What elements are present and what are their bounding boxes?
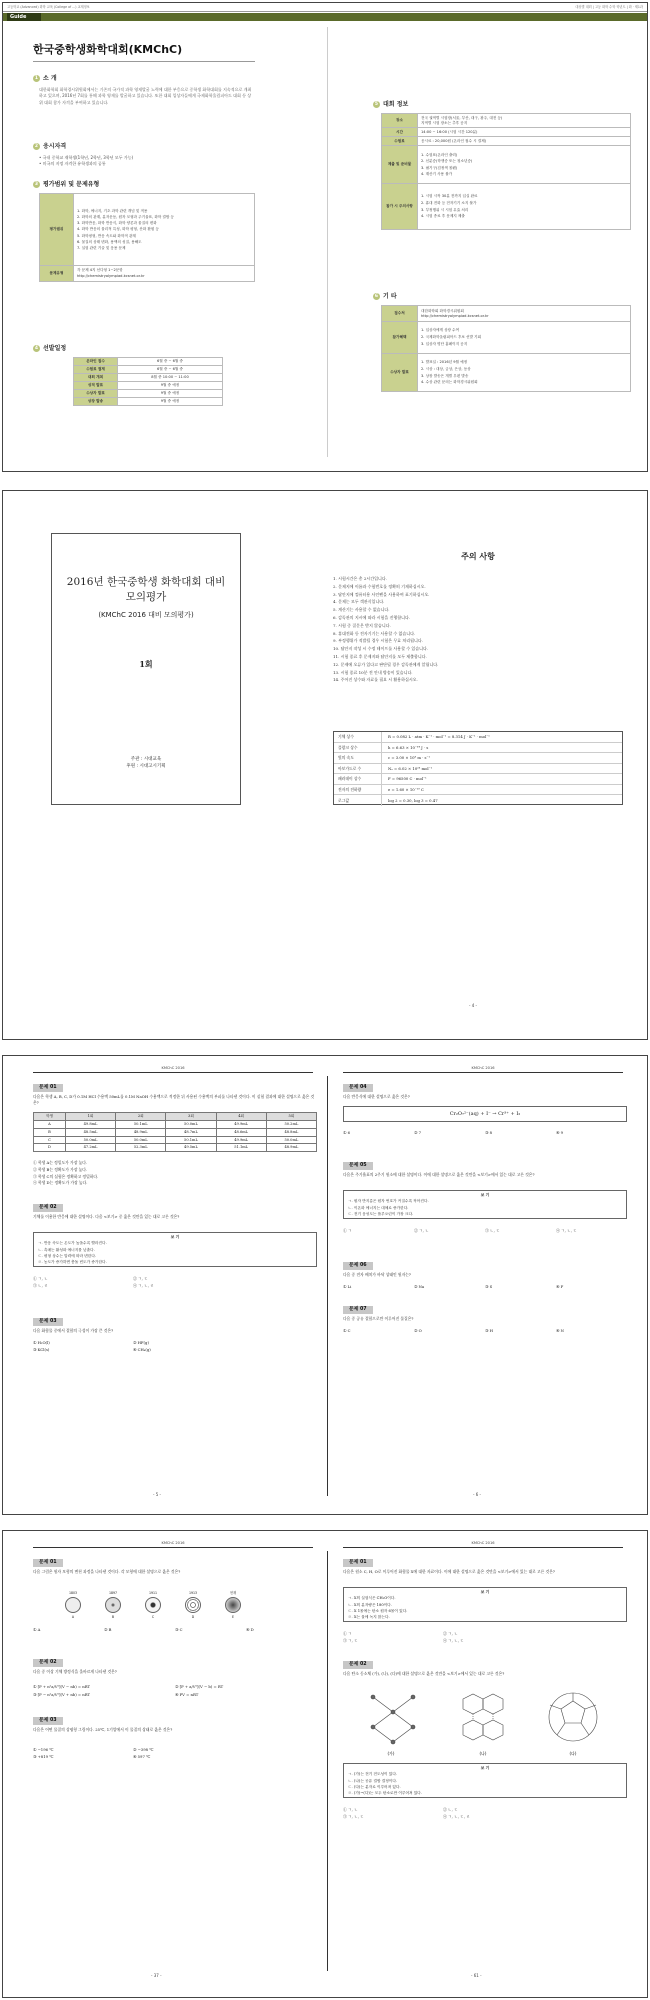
exam-number: 1회 xyxy=(139,659,153,669)
schedule-table xyxy=(73,357,223,406)
list-item: 9. 부정행위가 적발될 경우 시험은 무효 처리됩니다. xyxy=(333,638,423,644)
table-row: 제출 및 준비물 1. 수험표(온라인 출력) 2. 신분증(학생증 또는 청소년증) 3. 필기구(검정색 볼펜) 4. 계산기 사용 불가 xyxy=(382,146,631,184)
column-divider xyxy=(327,1551,328,1971)
problem-text: 다음 탄소 동소체 (가), (나), (다)에 대한 설명으로 옳은 것만을 <보기>에서 있는 대로 고른 것은? xyxy=(343,1671,505,1676)
table-row xyxy=(40,266,255,282)
answer-choice[interactable]: ③ C xyxy=(175,1627,183,1632)
answer-choices xyxy=(33,1160,317,1187)
data-table xyxy=(33,1112,317,1152)
answer-choice[interactable]: ④ F xyxy=(556,1284,564,1289)
answer-choices xyxy=(33,1276,233,1290)
problem-text: 기체를 이용한 반응에 대한 설명이다. 다음 <보기> 중 옳은 것만을 있는 대로 고른 것은? xyxy=(33,1214,180,1219)
bogi-box: 보 기 ㄱ. X의 실험식은 CH₂O이다. ㄴ. X의 분자량은 180이다. ㄷ. X 1몰에는 탄소 원자 6몰이 있다. ㄹ. X는 물에 녹지 않는다. xyxy=(343,1587,627,1622)
answer-choices xyxy=(33,1683,317,1700)
section-etc-heading xyxy=(373,293,397,301)
title-rule xyxy=(33,61,255,62)
problem-text: 다음은 주기율표의 2주기 원소에 대한 설명이다. 이에 대한 설명으로 옳은 것만을 <보기>에서 있는 대로 고른 것은? xyxy=(343,1172,535,1177)
table-row: 참가 시 주의사항 1. 시험 시작 30분 전까지 입실 완료 2. 휴대 전화 등 전자기기 소지 불가 3. 부정행위 시 시험 무효 처리 4. 시험 종료 후 문제지 제출 xyxy=(382,184,631,230)
eligibility-list xyxy=(39,155,253,168)
model-bohr-icon xyxy=(185,1597,201,1613)
answer-choice[interactable]: ① Li xyxy=(343,1284,352,1289)
method-label: 평가범위 xyxy=(40,194,74,266)
section-title: 응시자격 xyxy=(43,143,67,150)
mol-label: (가) xyxy=(387,1751,395,1756)
bogi-title: 보 기 xyxy=(480,1590,490,1594)
list-item: 1. 시험시간은 총 2시간입니다. xyxy=(333,576,387,581)
table-row xyxy=(40,194,255,266)
guide-tab: Guide xyxy=(7,13,41,21)
method-content: 각 문제 4지 선다형 1~2문항 http://chemistryolympiad.kcsnet.or.kr xyxy=(74,266,255,282)
section-title: 대회 정보 xyxy=(383,101,409,108)
model-cloud-icon xyxy=(225,1597,241,1613)
page-header xyxy=(3,3,647,12)
answer-choice[interactable]: ④ ㄱ, ㄴ, ㄹ xyxy=(133,1282,154,1288)
answer-choice[interactable]: ① 6 xyxy=(343,1130,351,1135)
answer-choice[interactable]: ① ㄱ, ㄴ xyxy=(343,1807,358,1812)
carbon-allotropes-figure xyxy=(353,1687,623,1757)
answer-choice[interactable]: ③ ㄴ, ㄹ xyxy=(33,1282,48,1288)
bogi-title: 보 기 xyxy=(480,1766,490,1770)
problem-text: 다음 중 공유 결합으로만 이루어진 물질은? xyxy=(343,1316,414,1321)
page-number: - 61 - xyxy=(471,1973,482,1978)
table-row: C 50.0mL 50.0mL 50.1mL 49.9mL 50.0mL xyxy=(34,1136,317,1144)
problem-text: 다음 화합물 중에서 결합의 극성이 가장 큰 것은? xyxy=(33,1328,114,1333)
answer-choice[interactable]: ③ +819 ℃ xyxy=(33,1753,54,1759)
answer-choice[interactable]: ④ 597 ℃ xyxy=(133,1753,151,1759)
column-header-right: KMChC 2016 xyxy=(343,1541,623,1548)
section-number: 3 xyxy=(34,182,39,187)
problem-label: 문제 02 xyxy=(33,1659,63,1667)
notice-title: 주의 사항 xyxy=(461,551,495,561)
problem-label: 문제 01 xyxy=(343,1559,373,1567)
header-bar xyxy=(3,13,647,21)
section-method-heading xyxy=(33,181,99,189)
list-item: 5. 계산기는 사용할 수 없습니다. xyxy=(333,607,390,613)
answer-choice[interactable]: ③ ㄱ, ㄴ, ㄷ xyxy=(343,1813,364,1819)
answer-choice[interactable]: ③ ㄱ, ㄷ xyxy=(343,1637,358,1643)
table-row: 온라인 접수 6월 중 ~ 6월 중 xyxy=(74,358,223,366)
answer-choice[interactable]: ② ㄴ, ㄷ xyxy=(443,1807,458,1812)
table-row: 기체 상수 R = 0.082 L · atm · K⁻¹ · mol⁻¹ = 8.314 J · K⁻¹ · mol⁻¹ xyxy=(334,732,622,743)
answer-choice[interactable]: ④ 9 xyxy=(556,1130,564,1135)
mol-label: (다) xyxy=(569,1751,577,1756)
answer-choice[interactable]: ① −196 ℃ xyxy=(33,1747,54,1752)
problem-label: 문제 04 xyxy=(343,1084,373,1092)
problem-label: 문제 03 xyxy=(33,1717,63,1725)
section-eligibility-heading xyxy=(33,143,66,151)
section-number: 5 xyxy=(374,102,379,107)
answer-choice[interactable]: ④ N xyxy=(556,1328,564,1333)
diamond-structure-icon xyxy=(371,1695,415,1744)
section-number: 4 xyxy=(34,346,39,351)
fullerene-structure-icon xyxy=(549,1693,597,1741)
column-divider xyxy=(327,1076,328,1496)
answer-choice[interactable]: ③ S xyxy=(485,1284,493,1289)
contest-table xyxy=(381,113,631,230)
answer-choice[interactable]: ② 학생 B는 정확도가 가장 높다. xyxy=(33,1166,88,1172)
answer-choice[interactable]: ③ 8 xyxy=(485,1130,493,1135)
answer-choice[interactable]: ① H₂O(l) xyxy=(33,1340,50,1345)
problem-text: 다음 그림은 원자 모형의 변천 과정을 나타낸 것이다. 각 모형에 대한 설명으로 옳은 것은? xyxy=(33,1569,181,1574)
column-header-left: KMChC 2016 xyxy=(33,1541,313,1548)
table-row: 접수처 대한화학회 화학경시위원회 http://chemistryolympiad.kcsnet.or.kr xyxy=(382,306,631,322)
table-row: 로그값 log 2 = 0.30, log 3 = 0.47 xyxy=(334,795,622,806)
cover-subtitle: (KMChC 2016 대비 모의평가) xyxy=(98,611,194,619)
page-number: - 37 - xyxy=(151,1973,162,1978)
problem-label: 문제 02 xyxy=(33,1204,63,1212)
table-row: B 48.5mL 48.9mL 48.7mL 48.6mL 48.8mL xyxy=(34,1128,317,1136)
answer-choice[interactable]: ③ 학생 C의 실험은 정확하고 정밀하다. xyxy=(33,1173,99,1179)
answer-choice[interactable]: ④ ㄱ, ㄴ, ㄷ xyxy=(556,1228,577,1233)
answer-choice[interactable]: ① A xyxy=(33,1627,41,1632)
page-number: - 5 - xyxy=(153,1492,161,1497)
table-row: 수험료 응시료 : 20,000원 (온라인 접수 시 결제) xyxy=(382,137,631,146)
problem-label: 문제 05 xyxy=(343,1162,373,1170)
answer-choice[interactable]: ② ㄱ, ㄴ xyxy=(443,1631,458,1636)
answer-choices xyxy=(33,1340,233,1354)
section-schedule-heading xyxy=(33,345,66,353)
section-number: 6 xyxy=(374,294,379,299)
answer-choice[interactable]: ④ 학생 D는 정확도가 가장 높다. xyxy=(33,1180,88,1186)
answer-choice[interactable]: ① C xyxy=(343,1328,351,1333)
table-row: 플랑크 상수 h = 6.63 × 10⁻³⁴ J · s xyxy=(334,743,622,754)
notice-list xyxy=(333,575,623,684)
answer-choice[interactable]: ② HF(g) xyxy=(133,1340,149,1345)
table-row: 대회 개최 8월 중 10:00 ~ 11:00 xyxy=(74,374,223,382)
list-item: 6. 감독관의 지시에 따라 시험을 진행합니다. xyxy=(333,614,411,620)
problem-label: 문제 01 xyxy=(33,1084,63,1092)
answer-choice[interactable]: ② Na xyxy=(414,1284,425,1289)
overview-text: 대한화학회 화학경시위원회에서는 기존의 국가적 과학 영재발굴 노력에 대한 부응으로 중학생 화학대회를 지속적으로 개최하고 있으며, 2016년 7회를 통해 과학 영재를 발굴하고 있습니다. 또한 대회 입상자들에게 국제화학올림피아드 대회 등 상위 대회 참가 자격을 부여하고 있습니다. xyxy=(39,87,252,105)
answer-choice[interactable]: ② ㄱ, ㄴ xyxy=(414,1228,429,1233)
table-row: 참가혜택 1. 입상자에게 상장 수여 2. 국제화학올림피아드 후보 선발 기회 3. 입상자 명단 홈페이지 공지 xyxy=(382,322,631,354)
page-number: - 6 - xyxy=(473,1492,481,1497)
page-number: - 4 - xyxy=(469,1003,477,1008)
problem-label: 문제 03 xyxy=(33,1318,63,1326)
problem-label: 문제 07 xyxy=(343,1306,373,1314)
column-divider xyxy=(327,27,328,457)
list-item: 4. 문제는 모두 객관식입니다. xyxy=(333,599,385,605)
cover-footer xyxy=(55,756,237,770)
method-content: 1. 화학, 에너지, 기초 과학 관련 개념 및 적용 2. 화학의 관계, 분자운동, 원자 모형과 주기율표, 화학 결합 등 3. 화학반응, 화학 반응식, 화학 양론과 물질의 변화 4. 화학 반응의 물리적 특성, 화학 평형, 산화 환원 등 5. 화학평형, 반응 속도와 화학적 관계 6. 물질의 상태 변화, 용액의 성질, 용해도 7. 실험 관련 기술 및 응용 문제 xyxy=(74,194,255,266)
answer-choice[interactable]: ③ ㄴ, ㄷ xyxy=(485,1228,500,1233)
sponsor: 후원 : 시대고시기획 xyxy=(126,764,166,770)
model-rutherford-icon xyxy=(145,1597,161,1613)
list-item: 12. 문제에 오류가 있다고 판단될 경우 감독관에게 알립니다. xyxy=(333,661,439,667)
table-row: A 49.8mL 50.1mL 50.0mL 49.9mL 50.2mL xyxy=(34,1120,317,1128)
answer-choice[interactable]: ② ㄱ, ㄷ xyxy=(133,1276,148,1281)
answer-choices xyxy=(33,1747,233,1761)
guide-page xyxy=(2,2,648,472)
bogi-box: 보 기 ㄱ. (가)는 전기 전도성이 있다. ㄴ. (나)는 공유 결합 결정이다. ㄷ. (다)는 분자로 이루어져 있다. ㄹ. (가)~(다)는 모두 탄소로만 이루어져 있다. xyxy=(343,1763,627,1798)
table-row: 패러데이 상수 F = 96500 C · mol⁻¹ xyxy=(334,774,622,785)
problem-text: 다음은 학생 A, B, C, D가 0.1M HCl 수용액 50mL를 0.1M NaOH 수용액으로 적정한 뒤 사용된 수용액의 부피를 나타낸 것이다. 이 실험 결과에 대한 설명으로 옳은 것은? xyxy=(33,1094,315,1105)
bogi-box: 보 기 ㄱ. 반응 속도는 온도가 높을수록 빨라진다. ㄴ. 촉매는 활성화 에너지를 낮춘다. ㄷ. 평형 상수는 압력에 따라 변한다. ㄹ. 농도가 증가하면 충돌 빈도가 증가한다. xyxy=(33,1232,317,1267)
problem-label: 문제 01 xyxy=(33,1559,63,1567)
answer-choice[interactable]: ④ D xyxy=(246,1627,254,1632)
table-row: 수상자 발표 1. 발표일 : 2016년 9월 예정 2. 시상 : 대상, 금상, 은상, 동상 3. 상장 발송은 개별 우편 발송 4. 수상 관련 문의는 화학경시위원회 xyxy=(382,354,631,392)
problem-text: 다음은 어떤 물질의 상평형 그림이다. 25℃, 1기압에서 이 물질의 상태로 옳은 것은? xyxy=(33,1727,173,1732)
model-thomson-icon xyxy=(105,1597,121,1613)
table-row: 아보가드로 수 Nₐ = 6.02 × 10²³ mol⁻¹ xyxy=(334,764,622,775)
answer-choice[interactable]: ② [P + a/V²](V − b) = RT xyxy=(175,1684,224,1689)
list-item: • 국내 중학교 재학생(1학년, 2학년, 3학년 모두 가능) xyxy=(39,155,134,160)
answer-choice[interactable]: ② 7 xyxy=(414,1130,422,1135)
list-item: 8. 휴대전화 등 전자기기는 사용할 수 없습니다. xyxy=(333,630,416,636)
section-number: 2 xyxy=(34,144,39,149)
answer-choice[interactable]: ② B xyxy=(104,1627,112,1632)
list-item: 2. 문제지에 이름과 수험번호를 정확히 기재하십시오. xyxy=(333,583,426,589)
answer-choice[interactable]: ③ [P − n²a/V²](V + nb) = nRT xyxy=(33,1692,91,1698)
answer-choice[interactable]: ② −398 ℃ xyxy=(133,1747,154,1752)
answer-choice[interactable]: ④ ㄱ, ㄴ, ㄷ, ㄹ xyxy=(443,1813,470,1819)
header-left: 고등학교 (Advanced) 화학 교육 (College of ...) 교재정보 xyxy=(7,5,90,9)
table-row: 전자의 전하량 e = 1.60 × 10⁻¹⁹ C xyxy=(334,785,622,796)
answer-choice[interactable]: ① 학생 A는 정밀도가 가장 높다. xyxy=(33,1160,88,1165)
problem-text: 다음은 원소 C, H, O로 이루어진 화합물 X에 대한 자료이다. 이에 대한 설명으로 옳은 것만을 <보기>에서 있는 대로 고른 것은? xyxy=(343,1569,555,1574)
answer-choice[interactable]: ③ KCl(s) xyxy=(33,1346,50,1352)
list-item: 7. 시험 중 질문은 받지 않습니다. xyxy=(333,622,391,628)
answer-choice[interactable]: ① ㄱ xyxy=(343,1631,352,1636)
publisher: 주관 : 시대교육 xyxy=(130,757,162,762)
etc-table xyxy=(381,305,631,392)
mol-label: (나) xyxy=(479,1751,487,1756)
table-row: 학생 1회 2회 3회 4회 5회 xyxy=(34,1113,317,1121)
list-item: 11. 시험 종료 후 문제지와 답안지를 모두 제출합니다. xyxy=(333,653,427,659)
section-overview-heading xyxy=(33,75,57,83)
method-table xyxy=(39,193,255,282)
answer-choice[interactable]: ③ H xyxy=(485,1328,493,1333)
list-item: 13. 시험 종료 10분 전 안내 방송이 있습니다. xyxy=(333,669,413,675)
list-item: • 미국의 지정 자격한 유학생과의 공통 xyxy=(39,161,106,167)
answer-choice[interactable]: ④ PV = nRT xyxy=(175,1692,199,1698)
answer-choice[interactable]: ① ㄱ, ㄴ xyxy=(33,1276,48,1281)
table-row: D 47.2mL 52.3mL 49.5mL 51.1mL 48.9mL xyxy=(34,1144,317,1152)
page-title: 한국중학생화학대회(KMChC) xyxy=(33,43,183,56)
answer-choice[interactable]: ④ CH₄(g) xyxy=(133,1346,151,1352)
section-title: 기 타 xyxy=(383,293,397,300)
problems-page xyxy=(2,1055,648,1515)
table-row: 상장 발송 9월 중 예정 xyxy=(74,398,223,406)
table-row: 빛의 속도 c = 3.00 × 10⁸ m · s⁻¹ xyxy=(334,753,622,764)
answer-choices xyxy=(343,1228,627,1235)
column-header-left: KMChC 2016 xyxy=(33,1066,313,1073)
bogi-box: 보 기 ㄱ. 원자 반지름은 원자 번호가 커질수록 작아진다. ㄴ. 이온화 에너지는 대체로 증가한다. ㄷ. 전기 음성도는 플루오린이 가장 크다. xyxy=(343,1190,627,1219)
cover-page xyxy=(2,490,648,1040)
answer-choices xyxy=(343,1130,627,1137)
section-title: 평가범위 및 문제유형 xyxy=(43,181,100,188)
section-contest-heading xyxy=(373,101,408,109)
problem-label: 문제 06 xyxy=(343,1262,373,1270)
table-row: 장소 전국 권역별 시험장(서울, 부산, 대구, 광주, 대전 등) 지역별 시험 장소는 추후 공지 xyxy=(382,114,631,128)
table-row: 수상자 발표 9월 중 예정 xyxy=(74,390,223,398)
problems-page: KMChC 2016 KMChC 2016 문제 01 다음 그림은 원자 모형의 변천 과정을 나타낸 것이다. 각 모형에 대한 설명으로 옳은 것은? 1803 1897 1911 1913 현재 A B C D E ① A ② B ③ C ④ D 문제 02 다음 중 이상 기체 방정식을 올바르게 나타낸 것은? ① [P + n²a/V²](V − nb) = nRT ② [P + a/V²](V − b) = RT ③ [P − n²a/V²](V + nb) = nRT ④ PV = nRT 문제 03 다음은 어떤 물질의 상평형 그림이다. 25℃, 1기압에서 이 물질의 상태로 옳은 것은? ① −196 ℃ ② −398 ℃ ③ +819 ℃ ④ 597 ℃ 문제 01 다음은 원소 C, H, O로 이루어진 화합물 X에 대한 자료이다. 이에 대한 설명으로 옳은 것만을 <보기>에서 있는 대로 고른 것은? 보 기 ㄱ. X의 실험식은 CH₂O이다. ㄴ. X의 분자량은 180이다. ㄷ. X 1몰에는 탄소 원자 6몰이 있다. ㄹ. X는 물에 녹지 않는다. ① ㄱ ② ㄱ, ㄴ ③ ㄱ, ㄷ ④ ㄱ, ㄴ, ㄷ 문제 02 다음 탄소 동소체 (가), (나), (다)에 대한 설명으로 옳은 것만을 <보기>에서 있는 대로 고른 것은? (가) (나) (다) 보 기 ㄱ. (가)는 전기 전도성이 있다. ㄴ. (나)는 공유 결합 결정이다. ㄷ. (다)는 분자로 이루어져 있다. ㄹ. (가)~(다)는 모두 탄소로만 이루어져 있다. ① ㄱ, ㄴ ② ㄴ, ㄷ ③ ㄱ, ㄴ, ㄷ ④ ㄱ, ㄴ, ㄷ, ㄹ - 37 - - 61 - xyxy=(2,1530,648,1998)
answer-choice[interactable]: ① [P + n²a/V²](V − nb) = nRT xyxy=(33,1684,91,1689)
section-title: 소 개 xyxy=(43,75,57,82)
problem-text: 다음 반응식에 대한 설명으로 옳은 것은? xyxy=(343,1094,410,1099)
model-dalton-icon xyxy=(65,1597,81,1613)
answer-choices xyxy=(343,1328,627,1335)
answer-choice[interactable]: ② O xyxy=(414,1328,422,1333)
answer-choices xyxy=(343,1631,543,1645)
constants-table xyxy=(333,731,623,805)
answer-choices xyxy=(343,1284,627,1291)
reaction-formula: Cr₂O₇²⁻(aq) + I⁻ → Cr³⁺ + I₂ xyxy=(343,1106,627,1122)
section-number: 1 xyxy=(34,76,39,81)
answer-choice[interactable]: ④ ㄱ, ㄴ, ㄷ xyxy=(443,1637,464,1643)
problem-text: 다음 중 이상 기체 방정식을 올바르게 나타낸 것은? xyxy=(33,1669,117,1674)
bogi-title: 보 기 xyxy=(480,1193,490,1197)
answer-choices xyxy=(343,1807,543,1821)
table-row: 성적 발표 9월 중 예정 xyxy=(74,382,223,390)
problem-label: 문제 02 xyxy=(343,1661,373,1669)
table-row: 수험료 결제 6월 중 ~ 6월 중 xyxy=(74,366,223,374)
answer-choice[interactable]: ① ㄱ xyxy=(343,1228,352,1233)
list-item: 3. 답안지에 컴퓨터용 사인펜을 사용하여 표기하십시오. xyxy=(333,591,430,597)
list-item: 10. 답안지 작성 시 수정 테이프를 사용할 수 있습니다. xyxy=(333,646,429,652)
bogi-title: 보 기 xyxy=(170,1235,180,1239)
problem-text: 다음 중 전자 배치가 바닥 상태인 원자는? xyxy=(343,1272,411,1277)
list-item: 14. 주어진 상수와 자료를 필요 시 활용하십시오. xyxy=(333,677,418,683)
answer-choices xyxy=(33,1627,317,1634)
section-title: 선발일정 xyxy=(43,345,67,352)
method-label: 문제유형 xyxy=(40,266,74,282)
column-header-right: KMChC 2016 xyxy=(343,1066,623,1073)
table-row: 시간 14:00 ~ 16:00 (시험 시간 120분) xyxy=(382,128,631,137)
cover-title: 2016년 한국중학생 화학대회 대비 모의평가 xyxy=(66,576,226,603)
graphite-structure-icon xyxy=(463,1694,503,1740)
header-right: 대상별 대회 | 고등 화학 수학 학년도 | 화 · 제1과 xyxy=(575,5,643,9)
